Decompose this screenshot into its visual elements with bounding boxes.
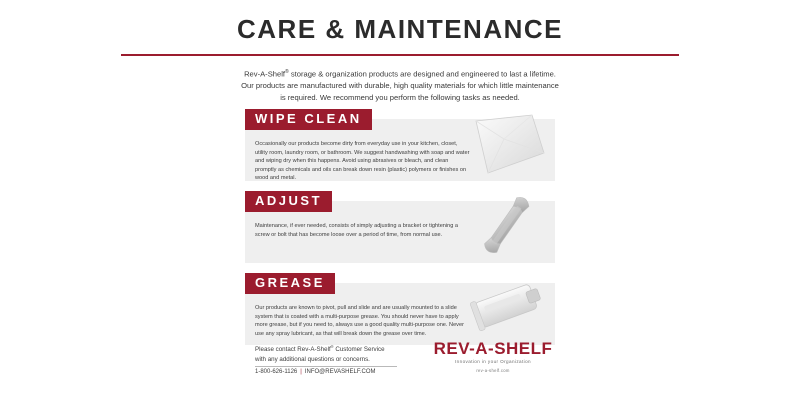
title-divider [121, 54, 679, 56]
contact-line2: with any additional questions or concerns. [255, 355, 370, 363]
registered-mark-footer: ® [330, 344, 334, 349]
intro-brand: Rev-A-Shelf [244, 69, 286, 79]
logo-tagline: Innovation in your Organization [455, 359, 531, 364]
brand-logo [433, 340, 553, 373]
phone-number[interactable]: 1-800-626-1126 [255, 369, 298, 375]
contact-line1-rest: Customer Service [333, 346, 385, 354]
registered-mark: ® [285, 69, 289, 75]
contact-line1: Please contact Rev-A-Shelf [255, 346, 331, 354]
logo-wordmark: REV-A-SHELF [433, 339, 553, 358]
section-wipe-clean [245, 111, 555, 182]
wrench-icon [458, 191, 553, 263]
intro-line1-rest: storage & organization products are designed and engineered to last a lifetime. [288, 69, 556, 79]
intro-paragraph [150, 67, 650, 103]
page-header [0, 0, 800, 103]
intro-line3: is required. We recommend you perform the following tasks as needed. [280, 92, 520, 102]
section-adjust [245, 193, 555, 263]
section-text-adjust: Maintenance, if ever needed, consists of simply adjusting a bracket or tightening a screw or bolt that has become loose over a period of time, from normal use. [255, 223, 459, 238]
logo-website[interactable]: rev-a-shelf.com [476, 368, 510, 373]
customer-service-text [255, 342, 405, 364]
section-tag-grease: GREASE [245, 273, 335, 294]
cloth-icon [458, 109, 553, 181]
page-footer [0, 334, 800, 392]
email-address[interactable]: INFO@REVASHELF.COM [304, 369, 376, 375]
section-tag-adjust: ADJUST [245, 191, 332, 212]
section-text-grease: Our products are known to pivot, pull and slide and are usually mounted to a slide system that is coated with a multi-purpose grease. You should never have to apply more grease, but if you need to, always use a good quality multi-purpose one. Never use any spray lubricant, as that will break down the grease over time. [255, 305, 464, 337]
intro-line2: Our products are manufactured with durable, high quality materials for which little maintenance [241, 81, 559, 91]
contact-divider [255, 366, 397, 367]
section-tag-wipe-clean: WIPE CLEAN [245, 109, 372, 130]
section-text-wipe-clean: Occasionally our products become dirty from everyday use in your kitchen, closet, utility room, laundry room, or bathroom. We suggest handwashing with soap and water and wiping dry when this happens. Avoid using abrasives or bleach, and clean promptly as chemicals and oils can break down resin (plastic) polymers or finishes on wood and metal. [255, 141, 470, 182]
contact-separator: | [300, 369, 302, 375]
contact-details [255, 369, 425, 375]
page-title: CARE & MAINTENANCE [237, 14, 563, 44]
